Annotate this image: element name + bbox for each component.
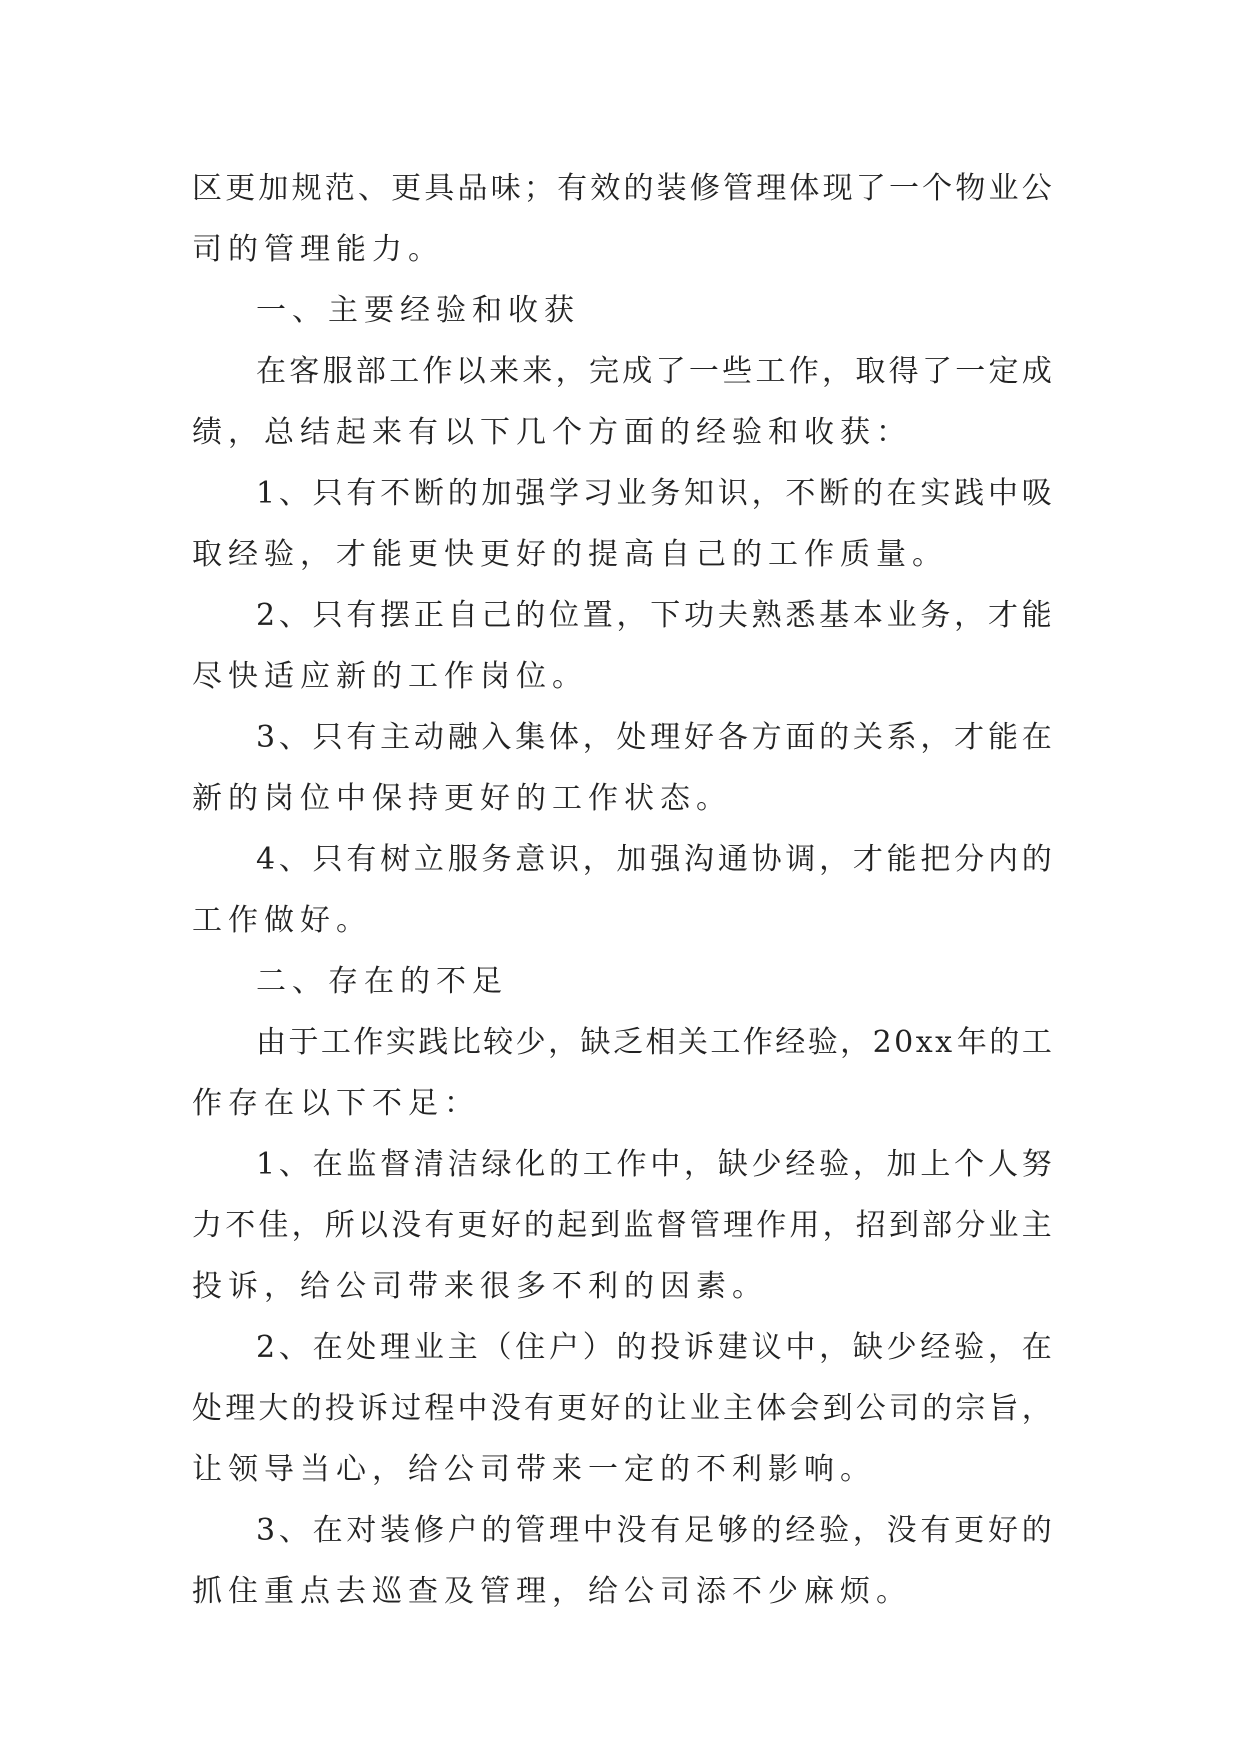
section-heading-1: 一、主要经验和收获 bbox=[256, 293, 580, 328]
paragraph-3-line-1: 取经验，才能更快更好的提高自己的工作质量。 bbox=[192, 537, 948, 572]
paragraph-6-line-0: 4 、 只 有 树 立 服 务 意 识 ， 加 强 沟 通 协 调 ， 才 能 把 分 内 的 bbox=[256, 842, 1052, 877]
paragraph-5-line-1: 新的岗位中保持更好的工作状态。 bbox=[192, 781, 732, 816]
paragraph-2-line-0: 在 客 服 部 工 作 以 来 来 ， 完 成 了 一 些 工 作 ， 取 得 了 一 定 成 bbox=[256, 354, 1052, 389]
paragraph-9-line-0: 1 、 在 监 督 清 洁 绿 化 的 工 作 中 ， 缺 少 经 验 ， 加 上 个 人 努 bbox=[256, 1147, 1052, 1182]
section-heading-2: 二、存在的不足 bbox=[256, 964, 508, 999]
paragraph-10-line-2: 让领导当心，给公司带来一定的不利影响。 bbox=[192, 1452, 876, 1487]
paragraph-10-line-1: 处 理 大 的 投 诉 过 程 中 没 有 更 好 的 让 业 主 体 会 到 公 司 的 宗 旨 ， bbox=[192, 1391, 1052, 1426]
document-page bbox=[192, 158, 1052, 1622]
paragraph-4-line-0: 2 、 只 有 摆 正 自 己 的 位 置 ， 下 功 夫 熟 悉 基 本 业 务 ， 才 能 bbox=[256, 598, 1052, 633]
paragraph-6-line-1: 工作做好。 bbox=[192, 903, 372, 938]
paragraph-3-line-0: 1 、 只 有 不 断 的 加 强 学 习 业 务 知 识 ， 不 断 的 在 实 践 中 吸 bbox=[256, 476, 1052, 511]
paragraph-11-line-1: 抓住重点去巡查及管理，给公司添不少麻烦。 bbox=[192, 1574, 912, 1609]
paragraph-4-line-1: 尽快适应新的工作岗位。 bbox=[192, 659, 588, 694]
paragraph-8-line-1: 作存在以下不足： bbox=[192, 1086, 480, 1121]
paragraph-9-line-1: 力 不 佳 ， 所 以 没 有 更 好 的 起 到 监 督 管 理 作 用 ， 招 到 部 分 业 主 bbox=[192, 1208, 1052, 1243]
paragraph-5-line-0: 3 、 只 有 主 动 融 入 集 体 ， 处 理 好 各 方 面 的 关 系 ， 才 能 在 bbox=[256, 720, 1052, 755]
paragraph-11-line-0: 3 、 在 对 装 修 户 的 管 理 中 没 有 足 够 的 经 验 ， 没 有 更 好 的 bbox=[256, 1513, 1052, 1548]
paragraph-0-line-1: 司的管理能力。 bbox=[192, 232, 444, 267]
paragraph-8-line-0: 由 于 工 作 实 践 比 较 少 ， 缺 乏 相 关 工 作 经 验 ， 2 0 x x 年 的 工 bbox=[256, 1025, 1052, 1060]
paragraph-0-line-0: 区 更 加 规 范 、 更 具 品 味 ； 有 效 的 装 修 管 理 体 现 了 一 个 物 业 公 bbox=[192, 171, 1052, 206]
paragraph-10-line-0: 2 、 在 处 理 业 主 （ 住 户 ） 的 投 诉 建 议 中 ， 缺 少 经 验 ， 在 bbox=[256, 1330, 1052, 1365]
paragraph-9-line-2: 投诉，给公司带来很多不利的因素。 bbox=[192, 1269, 768, 1304]
paragraph-2-line-1: 绩，总结起来有以下几个方面的经验和收获： bbox=[192, 415, 912, 450]
